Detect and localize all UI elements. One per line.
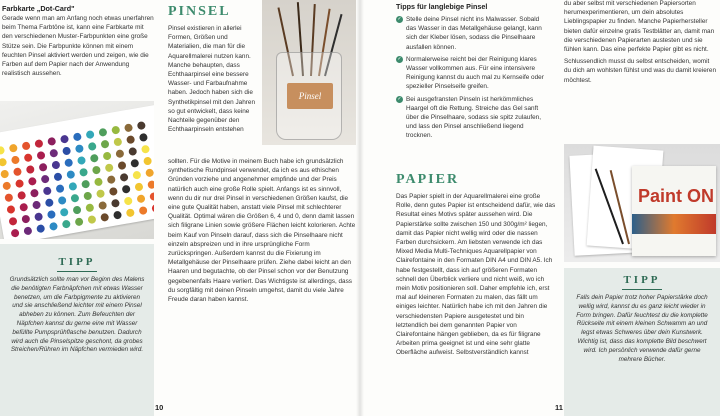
right-page bbox=[360, 0, 720, 416]
color-swatch bbox=[36, 151, 45, 160]
papier-heading: PAPIER bbox=[396, 172, 460, 187]
color-swatch bbox=[100, 213, 109, 222]
pinsel-heading: PINSEL bbox=[168, 4, 231, 19]
glass-jar bbox=[276, 52, 342, 140]
color-swatch bbox=[55, 184, 64, 193]
color-swatch bbox=[98, 128, 107, 137]
color-swatch bbox=[96, 189, 105, 198]
color-swatch bbox=[58, 196, 67, 205]
color-swatch bbox=[0, 146, 5, 155]
color-swatch bbox=[94, 177, 103, 186]
color-swatch bbox=[88, 142, 97, 151]
color-swatch bbox=[130, 159, 139, 168]
tip-text: Falls dein Papier trotz hoher Papierstärke doch wellig wird, kannst du es ganz leicht wieder in Form bringen. Dafür feuchtest du die komplette Rückseite mit einem kleinen Schwamm an und legst etwas Schweres über dein Kunstwerk. Wichtig ist, dass das komplette Bild beschwert wird. Ich persönlich verwende dafür gerne mehrere Bücher. bbox=[576, 294, 708, 363]
color-swatch bbox=[17, 191, 26, 200]
color-swatch bbox=[126, 208, 135, 217]
color-swatch bbox=[47, 210, 56, 219]
color-swatch bbox=[26, 165, 35, 174]
color-swatch bbox=[23, 226, 32, 235]
color-swatch bbox=[36, 224, 45, 233]
color-swatch bbox=[24, 153, 33, 162]
color-swatch bbox=[15, 179, 24, 188]
tip-title: TIPP bbox=[623, 274, 661, 286]
color-swatch bbox=[128, 147, 137, 156]
color-swatch bbox=[62, 219, 71, 228]
color-swatch bbox=[85, 203, 94, 212]
dot-card-photo bbox=[0, 101, 154, 239]
book-gutter bbox=[356, 0, 364, 416]
color-swatch bbox=[0, 158, 7, 167]
color-swatch bbox=[74, 217, 83, 226]
papier-cont: du aber selbst mit verschiedenen Papiersorten herumexperimentieren, um dein absolutes Lieblingspapier zu finden. Manche Papierhersteller bieten dafür einzelne gratis Testblätter an, damit man die verschiedenen Papierarten austesten und sie fühlen kann. Das eine perfekte Papier gibt es nicht. bbox=[564, 0, 715, 54]
color-swatch bbox=[32, 200, 41, 209]
color-swatch bbox=[87, 215, 96, 224]
color-swatch bbox=[10, 229, 19, 238]
page-number-right: 11 bbox=[555, 403, 563, 412]
pinsel-intro: Pinsel existieren in allerlei Formen, Größen und Materialien, die man für die Aquarellmalerei nutzen kann. Manche behaupten, dass Echthaarpinsel eine bessere Wasser- und Farbaufnahme haben. Jedoch haben sich die Synthetikpinsel mit den Jahren so gut entwickelt, dass keine Nachteile gegenüber den Echthaarpinseln entstehen bbox=[168, 25, 256, 134]
color-swatch bbox=[0, 169, 9, 178]
color-swatch bbox=[81, 180, 90, 189]
tip-bullet bbox=[396, 15, 546, 52]
color-swatch bbox=[34, 139, 43, 148]
brush-tips-title: Tipps für langlebige Pinsel bbox=[396, 2, 488, 11]
color-swatch bbox=[124, 123, 133, 132]
color-swatch bbox=[13, 167, 22, 176]
tip-box-right bbox=[564, 268, 720, 416]
tip-bullet-text: Bei ausgefransten Pinseln ist herkömmliches Haargel oft die Rettung. Streiche das Gel sanft über die Pinselhaare, sodass sie spitz zulaufen, und lass den Pinsel anschließend liegend trocknen. bbox=[406, 95, 541, 140]
color-swatch bbox=[19, 203, 28, 212]
color-swatch bbox=[100, 140, 109, 149]
color-swatch bbox=[30, 189, 39, 198]
color-swatch bbox=[34, 212, 43, 221]
check-icon: ✓ bbox=[397, 16, 402, 22]
color-swatch bbox=[147, 180, 154, 189]
color-swatch bbox=[119, 173, 128, 182]
color-swatch bbox=[66, 170, 75, 179]
check-icon: ✓ bbox=[397, 95, 402, 102]
color-swatch bbox=[75, 144, 84, 153]
color-swatch bbox=[77, 156, 86, 165]
color-swatch bbox=[21, 214, 30, 223]
color-swatch bbox=[143, 156, 152, 165]
color-swatch bbox=[64, 158, 73, 167]
papier-text: Das Papier spielt in der Aquarellmalerei eine große Rolle, denn gutes Papier ist entscheidend dafür, wie das Resultat eines Motivs später aussehen wird. Die Papierstärke sollte zwischen 150 und 300g/m² liegen, damit das Papier nicht wellig wird oder die nassen Farben durchsickern. Am liebsten verwende ich das Mixed Media Multi-Techniques Aquarellpapier von Clairefontaine in den Formaten DIN A4 und DIN A5. Ich habe festgestellt, dass ich auf größeren Formaten schnell den Überblick verliere und nicht weiß, wo ich mein Motiv positionieren soll. Daher empfehle ich, erst mal auf kleineren Formaten zu malen, das fällt um einiges leichter. Natürlich habe ich mit den Jahren die verschiedensten Papiere ausgetestet und bin letztendlich bei dem genannten Papier von Clairefontaine hängen geblieben, da es für filigrane Arbeiten prima geeignet ist und eine sehr glatte Oberfläche aufweist. Selbstverständlich kannst bbox=[396, 193, 556, 357]
color-swatch bbox=[139, 133, 148, 142]
color-swatch bbox=[109, 187, 118, 196]
color-swatch bbox=[145, 168, 154, 177]
tip-bullet bbox=[396, 95, 546, 141]
color-swatch bbox=[115, 149, 124, 158]
tip-box-left bbox=[0, 244, 154, 416]
color-swatch bbox=[107, 175, 116, 184]
color-swatch bbox=[90, 154, 99, 163]
tip-title: TIPP bbox=[58, 256, 96, 268]
color-swatch bbox=[8, 217, 17, 226]
color-swatch bbox=[60, 208, 69, 217]
color-swatch bbox=[49, 149, 58, 158]
color-swatch bbox=[136, 194, 145, 203]
tip-bullet-text: Normalerweise reicht bei der Reinigung klares Wasser vollkommen aus. Für eine intensivere Reinigung kannst du auch mal zu Kernseife oder spezieller Pinselseife greifen. bbox=[406, 55, 544, 91]
color-swatch bbox=[134, 182, 143, 191]
papier-end: Schlussendlich musst du selbst entscheiden, womit du dich am wohlsten fühlst und was du damit kreieren möchtest. bbox=[564, 58, 717, 84]
dotcard-text: Gerade wenn man am Anfang noch etwas unerfahren beim Thema Farbtöne ist, kann eine Farbkarte mit den verschiedenen Muster-Farbpunkten eine große Stütze sein. Die Farbpunkte können mit einem feuchten Pinsel aktiviert werden und zeigen, wie die Farben auf dem Papier nach der Anwendung realistisch aussehen. bbox=[2, 15, 154, 78]
tip-divider bbox=[622, 289, 662, 290]
color-swatch bbox=[141, 145, 150, 154]
color-swatch bbox=[4, 193, 13, 202]
color-swatch bbox=[79, 168, 88, 177]
color-swatch bbox=[49, 222, 58, 231]
color-swatch bbox=[117, 161, 126, 170]
color-swatch bbox=[111, 199, 120, 208]
tip-text: Grundsätzlich sollte man vor Beginn des Malens die benötigten Farbnäpfchen mit etwas Wasser benetzen, um die Farbpigmente zu aktivieren und sie anschließend leichter mit einem Pinsel abheben zu können. Zum Befeuchten der Näpfchen kannst du gerne eine mit Wasser befüllte Pumpsprühflasche benutzen. Dadurch wird auch die Pinselspitze geschont, da grobes Streichen/Rühren im Näpfchen vermieden wird. bbox=[9, 276, 145, 354]
color-swatch bbox=[102, 151, 111, 160]
tip-bullet bbox=[396, 55, 546, 92]
color-swatch bbox=[113, 210, 122, 219]
color-swatch bbox=[126, 135, 135, 144]
color-swatch bbox=[21, 141, 30, 150]
color-swatch bbox=[9, 144, 18, 153]
color-swatch bbox=[41, 174, 50, 183]
color-swatch bbox=[51, 160, 60, 169]
page-number-left: 10 bbox=[155, 403, 164, 412]
color-swatch bbox=[38, 163, 47, 172]
color-swatch bbox=[72, 205, 81, 214]
dot-card bbox=[0, 105, 154, 239]
color-swatch bbox=[68, 182, 77, 191]
check-icon: ✓ bbox=[397, 55, 402, 62]
color-swatch bbox=[137, 121, 146, 130]
color-swatch bbox=[62, 146, 71, 155]
jar-label: Pinsel bbox=[287, 83, 333, 109]
color-swatch bbox=[113, 137, 122, 146]
color-swatch bbox=[83, 191, 92, 200]
color-swatch bbox=[47, 137, 56, 146]
color-swatch bbox=[11, 155, 20, 164]
tip-bullet-text: Stelle deine Pinsel nicht ins Malwasser. Sobald das Wasser in das Metallgehäuse gelangt, kann sich der Kleber lösen, sodass die Pinselhaare ausfallen können. bbox=[406, 16, 542, 51]
pinsel-text: sollten. Für die Motive in meinem Buch habe ich grundsätzlich synthetische Rundpinsel verwendet, da ich es aus ethischen Gründen vorziehe und angenehmer empfinde und der Preis natürlich auch eine große Rolle spielt. Anfangs ist es sinnvoll, wenn du dir nur drei Pinsel in verschiedenen Größen kaufst, die eine gute Qualität haben, anstatt viele Pinsel mit schlechterer Qualität. Optimal wären die Größen 6, 4 und 0, denn damit lassen sich filigrane Linien sowie größere Flächen leicht kolorieren. Achte beim Kauf von Pinseln darauf, dass sich die Pinselhaare nicht einzeln abspreizen und in ihre ursprüngliche Form zurückspringen. Außerdem kannst du die Fixierung im Metallgehäuse der Pinselhaare prüfen. Ziehe dabei leicht an den Haaren und begutachte, ob der Pinsel schon vor der Benutzung gegebenenfalls Haare verliert. Das Wichtigste ist allerdings, dass du sorgfältig mit deinen Pinseln umgehst, damit du viele Jahre Freude daran haben kannst. bbox=[168, 158, 356, 304]
color-swatch bbox=[28, 177, 37, 186]
brush-jar-photo bbox=[262, 0, 356, 145]
pad-brand: Paint ON bbox=[638, 186, 715, 206]
color-swatch bbox=[2, 181, 11, 190]
brush-tips-section bbox=[396, 2, 546, 144]
dotcard-title: Farbkarte „Dot-Card" bbox=[2, 4, 75, 13]
color-swatch bbox=[111, 125, 120, 134]
color-swatch bbox=[139, 206, 148, 215]
dotcard-section bbox=[2, 4, 154, 78]
color-swatch bbox=[73, 132, 82, 141]
pad-color-band bbox=[632, 214, 716, 234]
color-swatch bbox=[6, 205, 15, 214]
watercolor-pad bbox=[632, 166, 716, 256]
dot-grid bbox=[0, 120, 154, 239]
color-swatch bbox=[149, 192, 154, 201]
color-swatch bbox=[151, 204, 154, 213]
color-swatch bbox=[132, 170, 141, 179]
color-swatch bbox=[43, 186, 52, 195]
color-swatch bbox=[98, 201, 107, 210]
color-swatch bbox=[86, 130, 95, 139]
paper-pad-photo bbox=[564, 144, 720, 262]
color-swatch bbox=[122, 185, 131, 194]
color-swatch bbox=[60, 135, 69, 144]
color-swatch bbox=[92, 165, 101, 174]
color-swatch bbox=[105, 163, 114, 172]
color-swatch bbox=[124, 196, 133, 205]
tip-divider bbox=[57, 271, 97, 272]
papier-text-continued bbox=[564, 0, 718, 85]
color-swatch bbox=[53, 172, 62, 181]
color-swatch bbox=[70, 194, 79, 203]
color-swatch bbox=[45, 198, 54, 207]
